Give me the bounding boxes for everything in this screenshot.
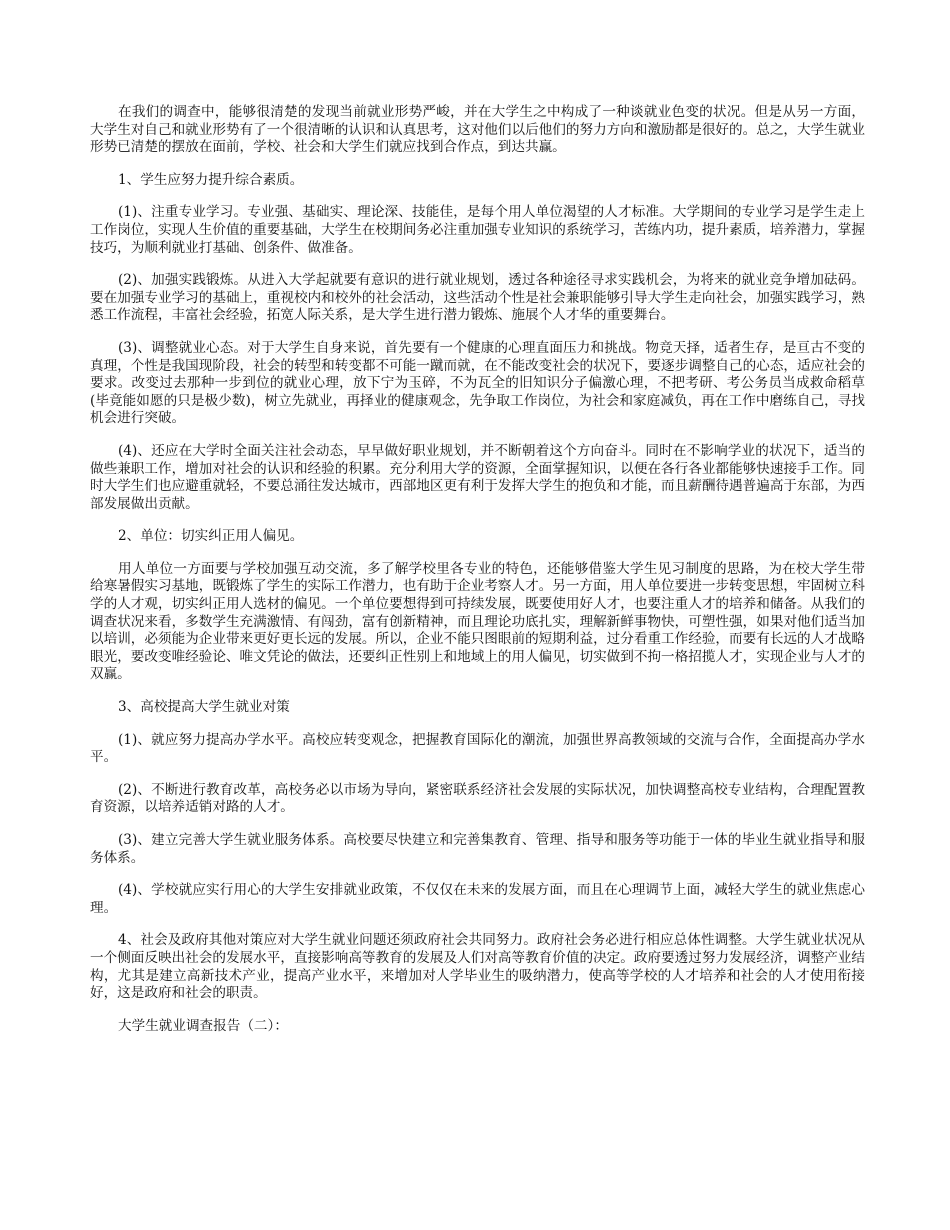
paragraph-3-2: (2)、不断进行教育改革，高校务必以市场为导向，紧密联系经济社会发展的实际状况，加快调整高校专业结构，合理配置教育资源，以培养适销对路的人才。 bbox=[90, 781, 865, 816]
paragraph-1-1: (1)、注重专业学习。专业强、基础实、理论深、技能佳，是每个用人单位渴望的人才标准。大学期间的专业学习是学生走上工作岗位，实现人生价值的重要基础，大学生在校期间务必注重加强专业知识的系统学习，苦练内功，提升素质，培养潜力，掌握技巧，为顺利就业打基础、创条件、做准备。 bbox=[90, 204, 865, 256]
section-heading-3: 3、高校提高大学生就业对策 bbox=[118, 699, 290, 716]
paragraph-3-3: (3)、建立完善大学生就业服务体系。高校要尽快建立和完善集教育、管理、指导和服务等功能于一体的毕业生就业指导和服务体系。 bbox=[90, 832, 865, 866]
section-heading-1: 1、学生应努力提升综合素质。 bbox=[118, 171, 304, 188]
paragraph-1-4: (4)、还应在大学时全面关注社会动态，早早做好职业规划，并不断朝着这个方向奋斗。同时在不影响学业的状况下，适当的做些兼职工作，增加对社会的认识和经验的积累。充分利用大学的资源，全面掌握知识，以便在各行各业都能够快速接手工作。同时大学生们也应避重就轻，不要总涌往发达城市，西部地区更有利于发挥大学生的抱负和才能，而且薪酬待遇普遍高于东部，为西部发展做出贡献。 bbox=[90, 442, 865, 512]
paragraph-1-3: (3)、调整就业心态。对于大学生自身来说，首先要有一个健康的心理直面压力和挑战。物竞天择，适者生存，是亘古不变的真理，个性是我国现阶段，社会的转型和转变都不可能一蹴而就，在不能改变社会的状况下，要逐步调整自己的心态，适应社会的要求。改变过去那种一步到位的就业心理，放下宁为玉碎，不为瓦全的旧知识分子偏激心理，不把考研、考公务员当成救命稻草(毕竟能如愿的只是极少数)，树立先就业，再择业的健康观念，先争取工作岗位，为社会和家庭减负，再在工作中磨练自己，寻找机会进行突破。 bbox=[90, 339, 865, 427]
report-subtitle: 大学生就业调查报告（二）： bbox=[118, 1017, 288, 1034]
paragraph-3-4: (4)、学校就应实行用心的大学生安排就业政策，不仅仅在未来的发展方面，而且在心理调节上面，减轻大学生的就业焦虑心理。 bbox=[90, 882, 865, 916]
paragraph-4: 4、社会及政府其他对策应对大学生就业问题还须政府社会共同努力。政府社会务必进行相应总体性调整。大学生就业状况从一个侧面反映出社会的发展水平，直接影响高等教育的发展及人们对高等教育价值的决定。政府要透过努力发展经济，调整产业结构，尤其是建立高新技术产业，提高产业水平，来增加对人学毕业生的吸纳潜力，使高等学校的人才培养和社会的人才使用衔接好，这是政府和社会的职责。 bbox=[90, 932, 865, 1002]
section-heading-2: 2、单位：切实纠正用人偏见。 bbox=[118, 528, 304, 545]
paragraph-3-1: (1)、就应努力提高办学水平。高校应转变观念，把握教育国际化的潮流，加强世界高教领域的交流与合作，全面提高办学水平。 bbox=[90, 731, 865, 766]
paragraph-2: 用人单位一方面要与学校加强互动交流，多了解学校里各专业的特色，还能够借鉴大学生见习制度的思路，为在校大学生带给寒暑假实习基地，既锻炼了学生的实际工作潜力，也有助于企业考察人才。另一方面，用人单位要进一步转变思想，牢固树立科学的人才观，切实纠正用人选材的偏见。一个单位要想得到可持续发展，既要使用好人才，也要注重人才的培养和储备。从我们的调查状况来看，多数学生充满激情、有闯劲，富有创新精神，而且理论功底扎实，理解新鲜事物快，可塑性强，如果对他们适当加以培训，必须能为企业带来更好更长远的发展。所以，企业不能只图眼前的短期利益，过分看重工作经验，而要有长远的人才战略眼光，要改变唯经验论、唯文凭论的做法，还要纠正性别上和地域上的用人偏见，切实做到不拘一格招揽人才，实现企业与人才的双赢。 bbox=[90, 560, 865, 683]
document-body bbox=[90, 104, 865, 1050]
paragraph-intro: 在我们的调查中，能够很清楚的发现当前就业形势严峻，并在大学生之中构成了一种谈就业色变的状况。但是从另一方面，大学生对自己和就业形势有了一个很清晰的认识和认真思考，这对他们以后他们的努力方向和激励都是很好的。总之，大学生就业形势已清楚的摆放在面前，学校、社会和大学生们就应找到合作点，到达共赢。 bbox=[90, 104, 865, 156]
paragraph-1-2: (2)、加强实践锻炼。从进入大学起就要有意识的进行就业规划，透过各种途径寻求实践机会，为将来的就业竞争增加砝码。要在加强专业学习的基础上，重视校内和校外的社会活动，这些活动个性是社会兼职能够引导大学生走向社会，加强实践学习，熟悉工作流程，丰富社会经验，拓宽人际关系，是大学生进行潜力锻炼、施展个人才华的重要舞台。 bbox=[90, 272, 865, 324]
